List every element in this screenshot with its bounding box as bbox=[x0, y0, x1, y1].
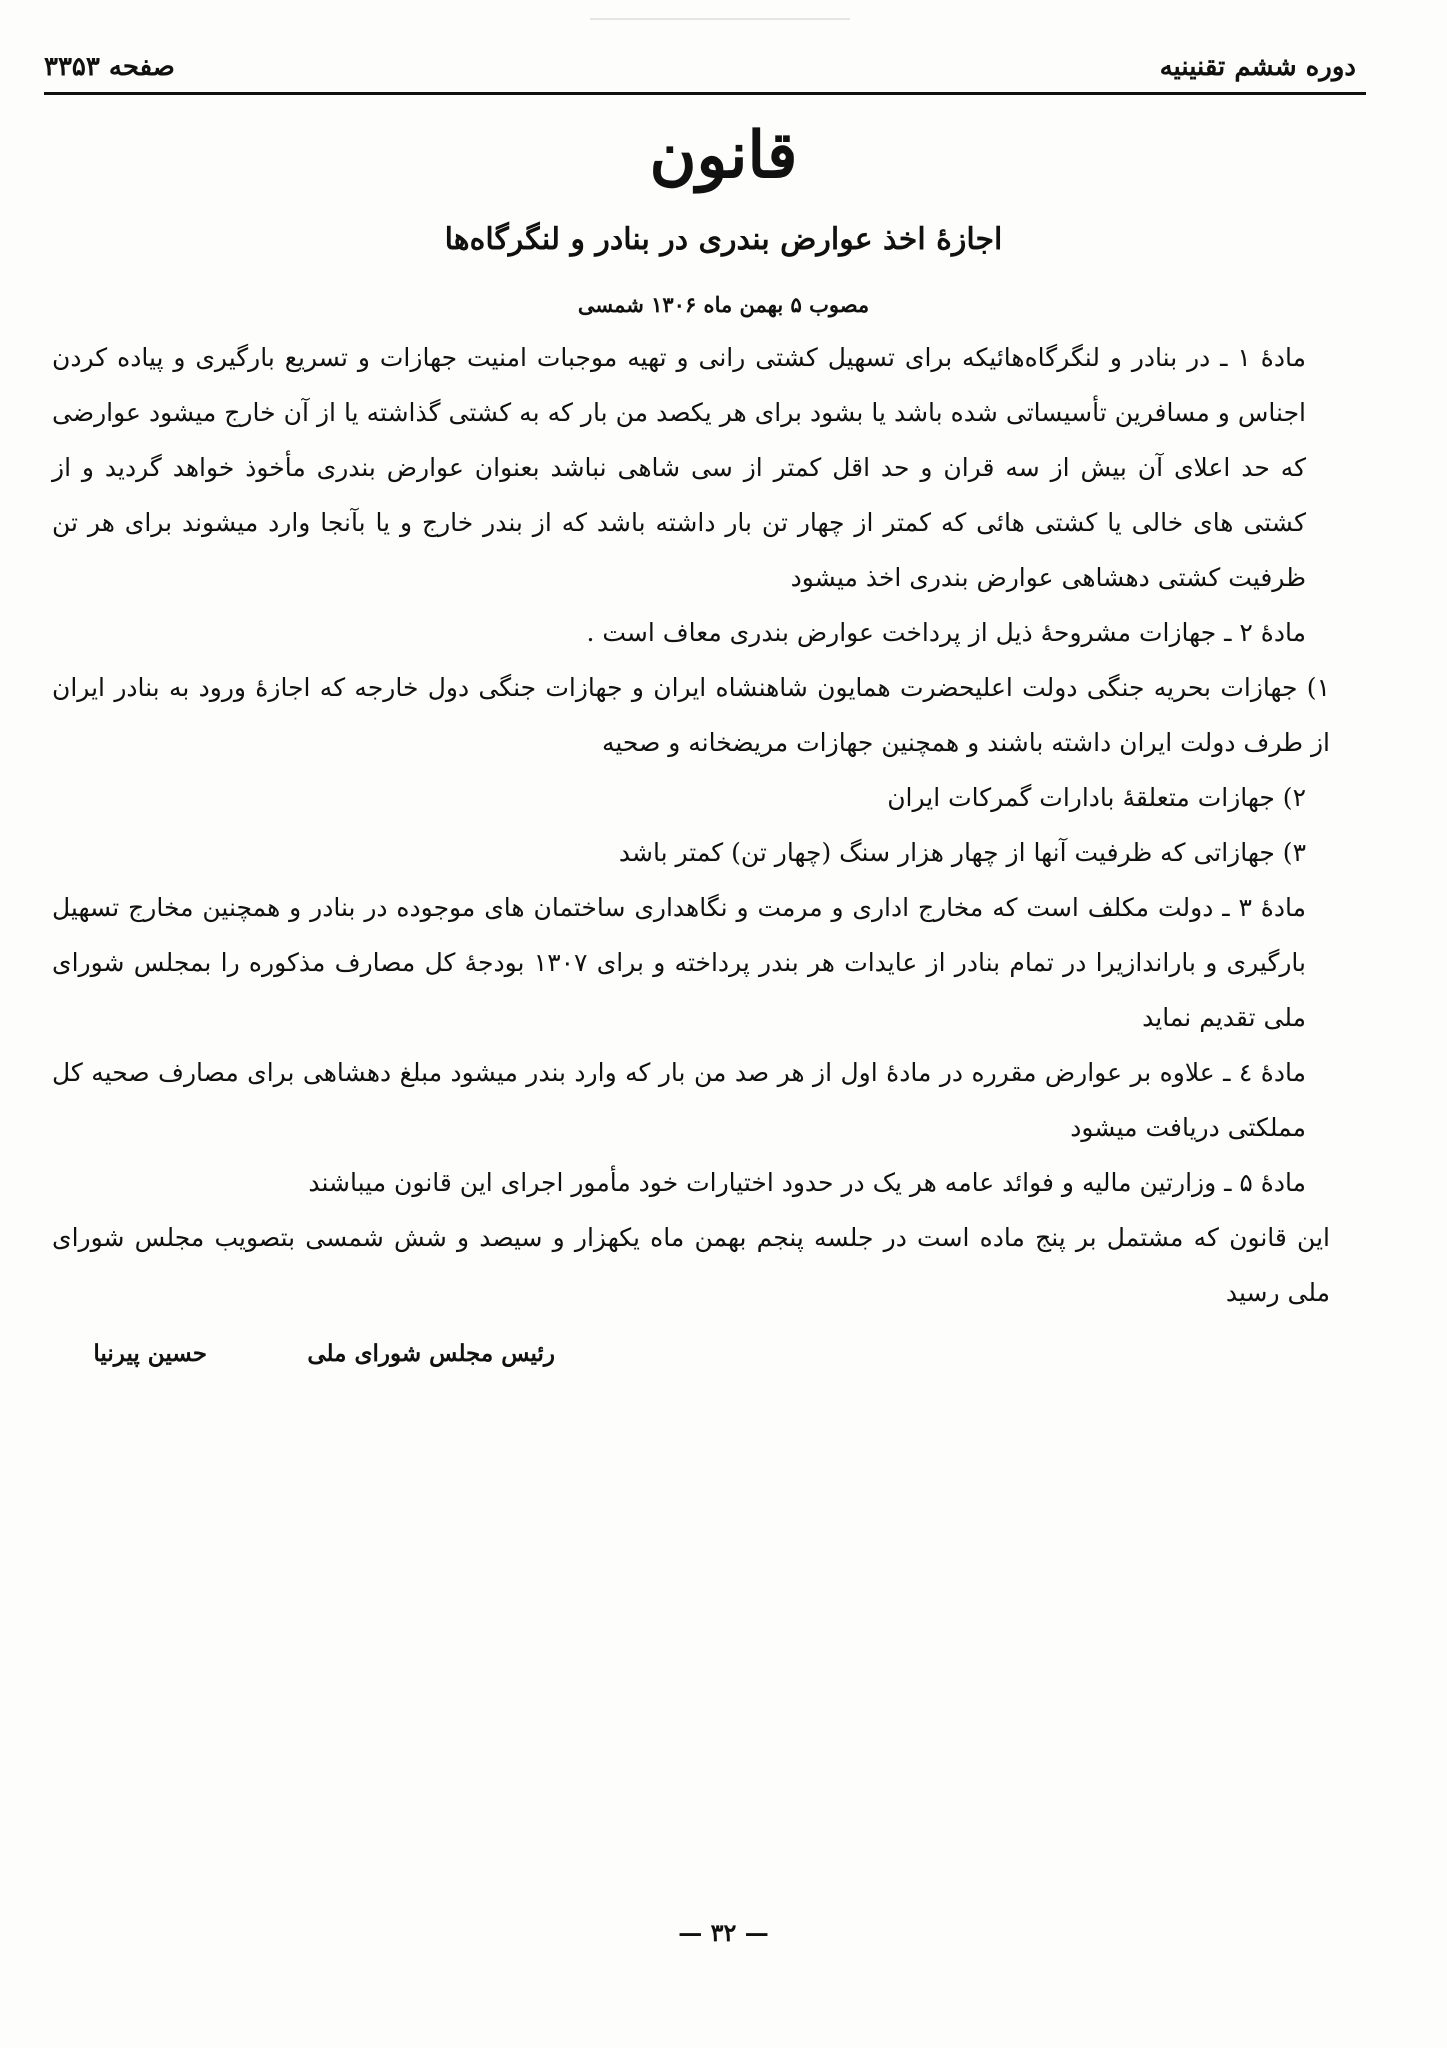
document-title: قانون bbox=[649, 118, 798, 193]
article-2: مادهٔ ۲ ـ جهازات مشروحهٔ ذیل از پرداخت عوارض بندری معاف است . bbox=[586, 618, 1306, 647]
header-divider bbox=[44, 92, 1366, 95]
signatory-name: حسین پیرنیا bbox=[93, 1340, 207, 1367]
page-label: صفحه ۳۳۵۳ bbox=[44, 52, 175, 82]
approval-date: مصوب ۵ بهمن ماه ۱۳۰۶ شمسی bbox=[577, 292, 870, 317]
document-body bbox=[52, 330, 1342, 1320]
article-5: مادهٔ ۵ ـ وزارتین مالیه و فوائد عامه هر یک در حدود اختیارات خود مأمور اجرای این قانون میباشند bbox=[308, 1168, 1306, 1197]
signatory-role: رئیس مجلس شورای ملی bbox=[307, 1340, 555, 1367]
signature-block bbox=[0, 1340, 1447, 1380]
page-number: — ۳۲ — bbox=[678, 1918, 769, 1947]
article-2-item-2: ۲) جهازات متعلقهٔ بادارات گمرکات ایران bbox=[887, 783, 1306, 812]
scan-artifact-line bbox=[590, 18, 850, 20]
article-4: مادهٔ ٤ ـ علاوه بر عوارض مقرره در مادهٔ اول از هر صد من بار که وارد بندر میشود مبلغ دهشاهی برای مصارف صحیه کل مملکتی دریافت میشود bbox=[52, 1058, 1306, 1142]
article-1: مادهٔ ۱ ـ در بنادر و لنگرگاه‌هائیکه برای تسهیل کشتی رانی و تهیه موجبات امنیت جهازات و تسریع بارگیری و پیاده کردن اجناس و مسافرین تأسیساتی شده باشد یا بشود برای هر یکصد من بار که به کشتی گذاشته یا از آن خارج میشود عوارضی که حد اعلای آن بیش از سه قران و حد اقل کمتر از سی شاهی نباشد بعنوان عوارض بندری مأخوذ خواهد گردید و از کشتی های خالی یا کشتی هائی که کمتر از چهار تن بار داشته باشد که از بندر خارج و یا بآنجا وارد میشوند برای هر تن ظرفیت کشتی دهشاهی عوارض بندری اخذ میشود bbox=[52, 343, 1307, 592]
article-2-item-3: ۳) جهازاتی که ظرفیت آنها از چهار هزار سنگ (چهار تن) کمتر باشد bbox=[618, 838, 1306, 867]
article-3: مادهٔ ۳ ـ دولت مکلف است که مخارج اداری و مرمت و نگاهداری ساختمان های موجوده در بنادر و همچنین مخارج تسهیل بارگیری و باراندازیرا در تمام بنادر از عایدات هر بندر پرداخته و برای ۱۳۰۷ بودجهٔ کل مصارف مذکوره را بمجلس شورای ملی تقدیم نماید bbox=[52, 893, 1306, 1032]
page-header bbox=[44, 48, 1366, 88]
article-2-item-1: ۱) جهازات بحریه جنگی دولت اعلیحضرت همایون شاهنشاه ایران و جهازات جنگی دول خارجه که اجازهٔ ورود به بنادر ایران از طرف دولت ایران داشته باشند و همچنین جهازات مریضخانه و صحیه bbox=[52, 673, 1330, 757]
document-subtitle: اجازهٔ اخذ عوارض بندری در بنادر و لنگرگاه‌ها bbox=[444, 222, 1003, 257]
closing-statement: این قانون که مشتمل بر پنج ماده است در جلسه پنجم بهمن ماه یکهزار و سیصد و شش شمسی بتصویب مجلس شورای ملی رسید bbox=[52, 1223, 1330, 1307]
term-label: دوره ششم تقنینیه bbox=[1159, 52, 1356, 82]
